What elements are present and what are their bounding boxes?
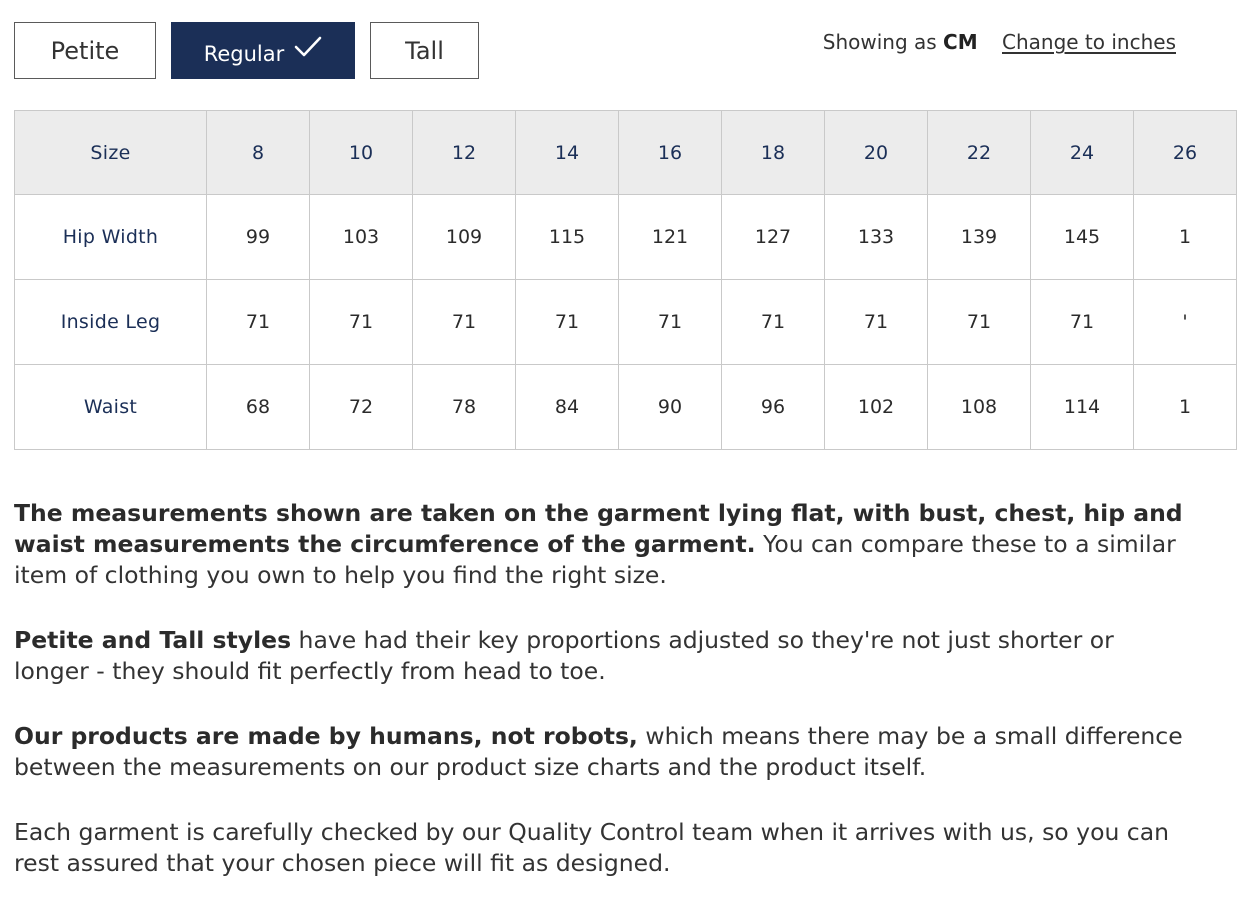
info-emphasis: The measurements shown are taken on the garment lying flat, with bust, chest, hip and waist measurements the circumference of the garment. bbox=[14, 499, 1183, 558]
size-header-cell: 14 bbox=[516, 111, 619, 195]
table-cell: 71 bbox=[310, 280, 413, 365]
table-cell: 121 bbox=[619, 195, 722, 280]
size-header-cell: 12 bbox=[413, 111, 516, 195]
fit-toggle bbox=[14, 22, 494, 79]
table-cell: 108 bbox=[928, 365, 1031, 450]
size-header-cell: 24 bbox=[1031, 111, 1134, 195]
size-guide-info bbox=[14, 498, 1184, 913]
table-cell: 115 bbox=[516, 195, 619, 280]
table-row-hip-width bbox=[15, 195, 1237, 280]
info-text: have had their key proportions adjusted so they're not just shorter or longer - they should fit perfectly from head to toe. bbox=[14, 626, 1114, 685]
row-label: Inside Leg bbox=[15, 280, 207, 365]
table-cell: 71 bbox=[516, 280, 619, 365]
change-units-link[interactable]: Change to inches bbox=[1002, 30, 1176, 54]
info-paragraph-styles bbox=[14, 625, 1184, 687]
info-text: You can compare these to a similar item of clothing you own to help you find the right size. bbox=[14, 530, 1176, 589]
fit-option-label: Petite bbox=[50, 36, 120, 65]
size-header-cell: 10 bbox=[310, 111, 413, 195]
table-cell: 68 bbox=[207, 365, 310, 450]
table-cell: ' bbox=[1134, 280, 1237, 365]
info-paragraph-humans bbox=[14, 721, 1184, 783]
size-header-row bbox=[15, 111, 1237, 195]
table-cell: 145 bbox=[1031, 195, 1134, 280]
size-table-container[interactable] bbox=[14, 110, 1198, 450]
table-cell: 1 bbox=[1134, 365, 1237, 450]
table-cell: 133 bbox=[825, 195, 928, 280]
table-cell: 139 bbox=[928, 195, 1031, 280]
table-cell: 102 bbox=[825, 365, 928, 450]
table-cell: 72 bbox=[310, 365, 413, 450]
size-header-cell: 18 bbox=[722, 111, 825, 195]
info-text: which means there may be a small difference between the measurements on our product size charts and the product itself. bbox=[14, 722, 1183, 781]
size-header-cell: 20 bbox=[825, 111, 928, 195]
units-indicator bbox=[823, 30, 1176, 54]
units-current: CM bbox=[943, 30, 978, 54]
check-icon bbox=[294, 36, 322, 58]
fit-option-regular[interactable] bbox=[171, 22, 355, 79]
fit-option-petite[interactable] bbox=[14, 22, 156, 79]
table-cell: 71 bbox=[413, 280, 516, 365]
info-emphasis: Petite and Tall styles bbox=[14, 626, 292, 654]
table-cell: 71 bbox=[1031, 280, 1134, 365]
size-header-cell: 8 bbox=[207, 111, 310, 195]
info-paragraph-quality bbox=[14, 817, 1184, 879]
header-label: Size bbox=[15, 111, 207, 195]
table-cell: 103 bbox=[310, 195, 413, 280]
size-table bbox=[14, 110, 1237, 450]
table-cell: 99 bbox=[207, 195, 310, 280]
table-cell: 90 bbox=[619, 365, 722, 450]
fit-option-label: Tall bbox=[405, 36, 444, 65]
table-row-inside-leg bbox=[15, 280, 1237, 365]
table-cell: 96 bbox=[722, 365, 825, 450]
row-label: Hip Width bbox=[15, 195, 207, 280]
table-cell: 109 bbox=[413, 195, 516, 280]
info-emphasis: Our products are made by humans, not robots, bbox=[14, 722, 638, 750]
table-cell: 114 bbox=[1031, 365, 1134, 450]
units-prefix: Showing as bbox=[822, 30, 937, 54]
fit-option-label: Regular bbox=[203, 41, 285, 66]
table-cell: 71 bbox=[928, 280, 1031, 365]
info-text: Each garment is carefully checked by our Quality Control team when it arrives with us, so you can rest assured that your chosen piece will fit as designed. bbox=[14, 818, 1170, 877]
table-cell: 1 bbox=[1134, 195, 1237, 280]
fit-option-tall[interactable] bbox=[370, 22, 479, 79]
size-header-cell: 22 bbox=[928, 111, 1031, 195]
table-cell: 71 bbox=[619, 280, 722, 365]
table-cell: 78 bbox=[413, 365, 516, 450]
info-paragraph-measurements bbox=[14, 498, 1184, 591]
table-cell: 127 bbox=[722, 195, 825, 280]
row-label: Waist bbox=[15, 365, 207, 450]
size-header-cell: 16 bbox=[619, 111, 722, 195]
table-cell: 71 bbox=[207, 280, 310, 365]
size-header-cell: 26 bbox=[1134, 111, 1237, 195]
table-cell: 71 bbox=[722, 280, 825, 365]
table-row-waist bbox=[15, 365, 1237, 450]
table-cell: 71 bbox=[825, 280, 928, 365]
table-cell: 84 bbox=[516, 365, 619, 450]
